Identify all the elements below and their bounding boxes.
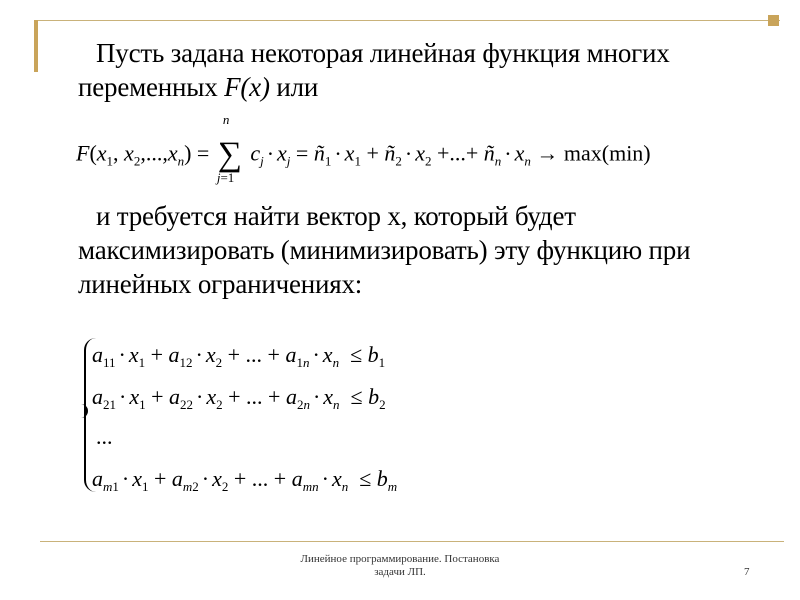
paragraph1-word-variables: переменных: [78, 72, 218, 102]
constraint-row-2: $a_{21} \cdot x_1 + a_{22} \cdot x_2$ + ... + $a_{2n} \cdot x_n \le b_2$: [92, 384, 386, 412]
corner-accent-square: [768, 15, 779, 26]
paragraph1-line2: [78, 71, 318, 103]
sum-symbol: n ∑ j=1: [216, 112, 242, 185]
constraint-row-m: $a_{m1} \cdot x_1 + a_{m2} \cdot x_2$ + ... + $a_{mn} \cdot x_n \le b_m$: [92, 466, 398, 494]
paragraph2-line1: и требуется найти вектор х, который будет: [96, 201, 576, 231]
bottom-divider-line: [40, 541, 784, 542]
slide-footer: [250, 553, 550, 579]
top-divider-line: [36, 20, 780, 21]
paragraph1-word-or: или: [276, 72, 319, 102]
paragraph1-line1: Пусть задана некоторая линейная функция многих: [96, 38, 670, 68]
constraint-row-ellipsis: ...: [96, 424, 113, 449]
paragraph2-line2: максимизировать (минимизировать) эту функцию при: [78, 235, 691, 265]
page-number: 7: [744, 566, 750, 578]
constraint-row-1: $a_{11} \cdot x_1 + a_{12} \cdot x_2$ + ... + $a_{1n} \cdot x_n \le b_1$: [92, 342, 386, 370]
left-accent-bar: [34, 20, 38, 72]
paragraph2-line3: линейных ограничениях:: [78, 269, 363, 299]
footer-title-line1: Линейное программирование. Постановка: [300, 553, 500, 565]
objective-function-formula: $F(x_1$, $x_2,...,x_n$) = n ∑ j=1 $c_j \cdot x_j$ = $ñ_1 \cdot x_1$ + $ñ_2 \cdot x_2$ +...+ $ñ_n \cdot x_n \to \max(\min)$: [76, 112, 651, 185]
footer-title-line2: задачи ЛП.: [374, 566, 426, 578]
function-symbol: F(x): [224, 72, 270, 102]
objective-target: max(min): [563, 140, 651, 166]
